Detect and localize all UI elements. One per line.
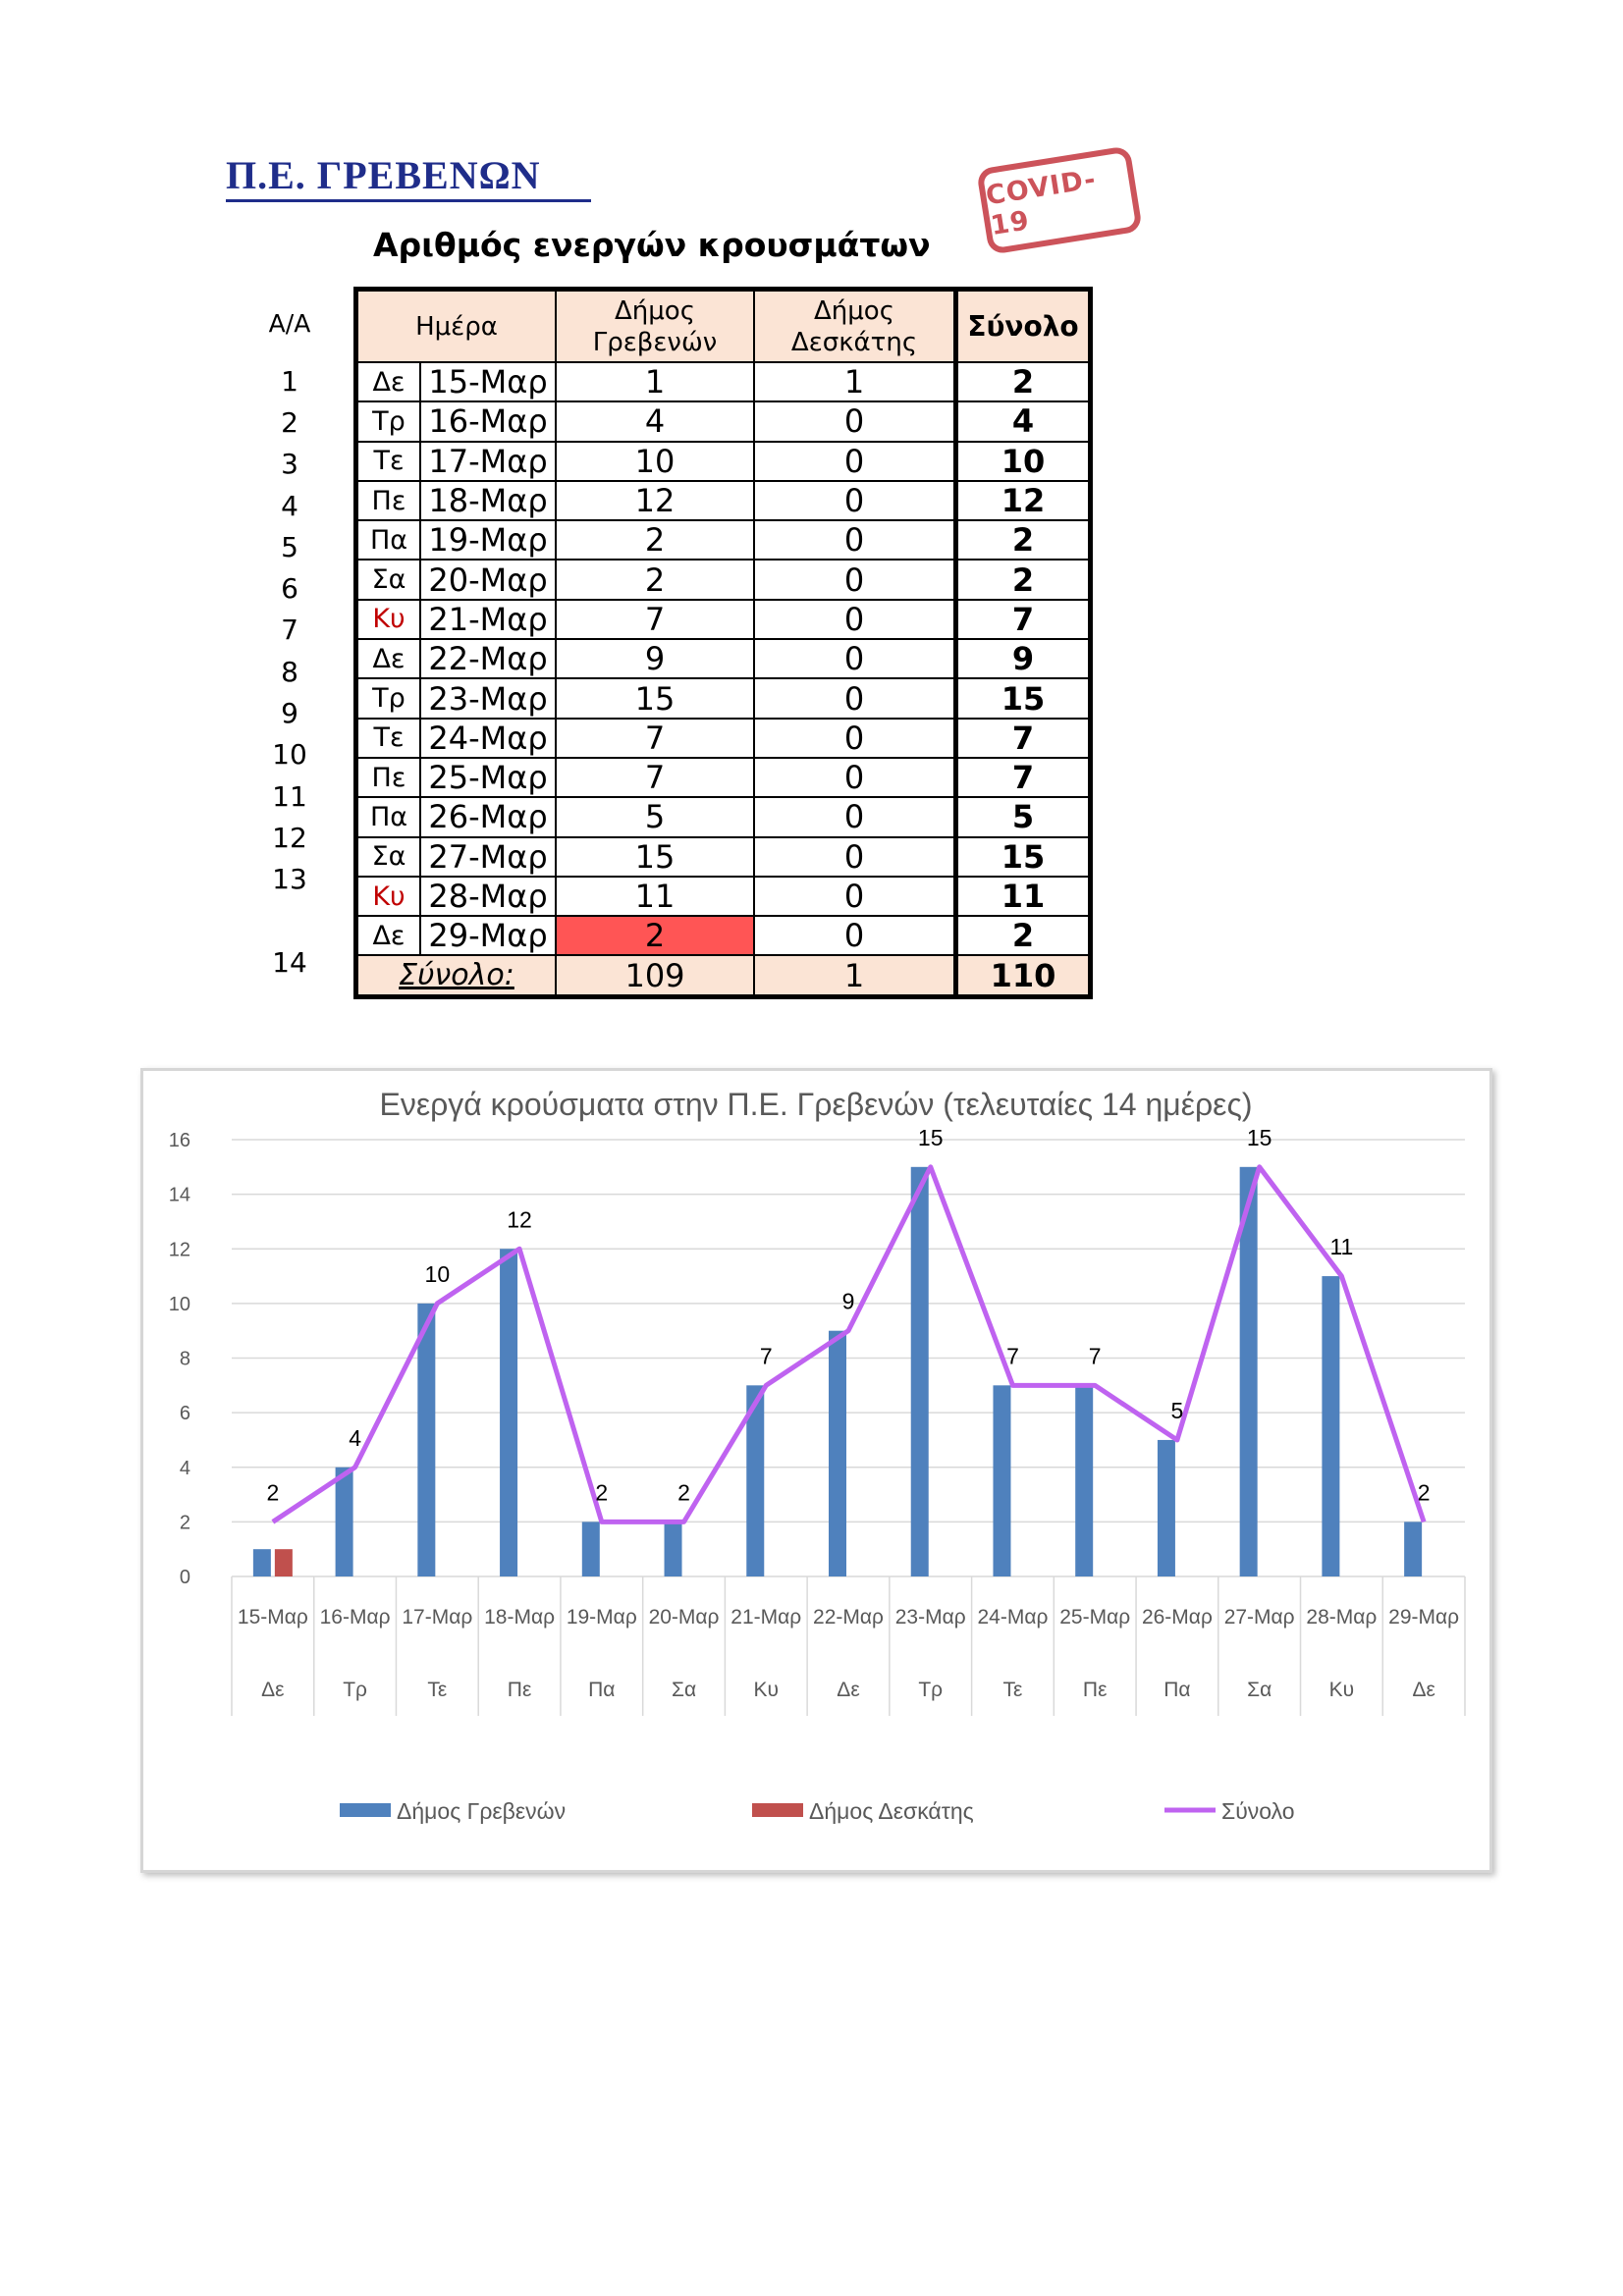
- bar: [1075, 1385, 1093, 1576]
- table-row: [356, 758, 1091, 797]
- bar: [1404, 1522, 1422, 1576]
- date-cell: 28-Μαρ: [420, 877, 556, 916]
- deskati-cell: 0: [754, 758, 956, 797]
- table-row: [356, 719, 1091, 758]
- bar: [665, 1522, 682, 1576]
- weekday-cell: Σα: [356, 837, 421, 877]
- date-cell: 20-Μαρ: [420, 560, 556, 599]
- aa-cell: [250, 900, 329, 941]
- weekday-cell: Σα: [356, 560, 421, 599]
- date-cell: 17-Μαρ: [420, 442, 556, 481]
- data-label: 2: [266, 1479, 280, 1506]
- bar: [911, 1167, 929, 1576]
- bar: [993, 1385, 1010, 1576]
- date-cell: 26-Μαρ: [420, 797, 556, 836]
- aa-cell: 4: [281, 489, 298, 522]
- aa-cell: 13: [272, 863, 307, 896]
- covid-stamp: [976, 145, 1143, 255]
- data-label: 7: [1088, 1343, 1102, 1369]
- grevena-cell: 1: [556, 362, 754, 401]
- table-row: [356, 639, 1091, 678]
- x-weekday-label: Σα: [671, 1679, 697, 1701]
- x-weekday-label: Πε: [1082, 1679, 1108, 1701]
- aa-cell: 5: [281, 530, 298, 563]
- weekday-cell: Δε: [356, 639, 421, 678]
- x-tick-label: 16-Μαρ: [319, 1606, 391, 1629]
- date-cell: 16-Μαρ: [420, 401, 556, 441]
- x-weekday-label: Πα: [588, 1679, 616, 1701]
- total-cell: 4: [956, 401, 1091, 441]
- aa-cell: 11: [272, 779, 307, 813]
- document-subtitle: Αριθμός ενεργών κρουσμάτων: [373, 226, 931, 264]
- weekday-cell: Πα: [356, 797, 421, 836]
- weekday-cell: Κυ: [356, 600, 421, 639]
- data-label: 4: [349, 1424, 361, 1451]
- header-total: Σύνολο: [956, 290, 1091, 363]
- total-cell: 12: [956, 481, 1091, 520]
- bar: [253, 1549, 271, 1576]
- grevena-cell: 2: [556, 916, 754, 955]
- table-total-row: [356, 955, 1091, 996]
- total-cell: 10: [956, 442, 1091, 481]
- date-cell: 29-Μαρ: [420, 916, 556, 955]
- bar: [1158, 1440, 1175, 1576]
- table-header-row: [356, 290, 1091, 363]
- total-label: Σύνολο:: [356, 955, 557, 996]
- data-label: 7: [759, 1343, 773, 1369]
- x-tick-label: 23-Μαρ: [894, 1606, 966, 1629]
- total-cell: 7: [956, 758, 1091, 797]
- legend-label: Δήμος Δεσκάτης: [809, 1798, 974, 1824]
- x-weekday-label: Δε: [837, 1679, 860, 1701]
- chart-title: Ενεργά κρούσματα στην Π.Ε. Γρεβενών (τελευταίες 14 ημέρες): [379, 1087, 1253, 1122]
- total-grevena: 109: [556, 955, 754, 996]
- weekday-cell: Πε: [356, 758, 421, 797]
- x-weekday-label: Κυ: [1328, 1679, 1355, 1701]
- x-tick-label: 25-Μαρ: [1059, 1606, 1131, 1629]
- date-cell: 21-Μαρ: [420, 600, 556, 639]
- y-tick-label: 6: [179, 1403, 190, 1425]
- weekday-cell: Τρ: [356, 401, 421, 441]
- total-cell: 15: [956, 678, 1091, 718]
- data-label: 2: [595, 1479, 609, 1506]
- x-tick-label: 24-Μαρ: [977, 1606, 1049, 1629]
- x-weekday-label: Δε: [261, 1679, 285, 1701]
- weekday-cell: Πε: [356, 481, 421, 520]
- legend-swatch: [752, 1803, 803, 1817]
- grevena-cell: 11: [556, 877, 754, 916]
- cases-chart: [143, 1071, 1489, 1870]
- total-cell: 2: [956, 362, 1091, 401]
- deskati-cell: 0: [754, 442, 956, 481]
- grevena-cell: 12: [556, 481, 754, 520]
- x-weekday-label: Τρ: [918, 1679, 944, 1701]
- weekday-cell: Δε: [356, 362, 421, 401]
- y-tick-label: 14: [168, 1184, 190, 1206]
- total-sum: 110: [956, 955, 1091, 996]
- total-cell: 2: [956, 916, 1091, 955]
- grevena-cell: 9: [556, 639, 754, 678]
- data-label: 2: [1417, 1479, 1431, 1506]
- bar: [1322, 1276, 1339, 1576]
- grevena-cell: 4: [556, 401, 754, 441]
- data-label: 15: [1246, 1124, 1272, 1150]
- bar: [500, 1249, 517, 1576]
- y-tick-label: 10: [168, 1293, 190, 1315]
- y-tick-label: 2: [179, 1512, 190, 1534]
- document-title: Π.Ε. ΓΡΕΒΕΝΩΝ: [226, 153, 541, 197]
- header-deskati: Δήμος Δεσκάτης: [754, 290, 956, 363]
- x-tick-label: 15-Μαρ: [237, 1606, 308, 1629]
- x-weekday-label: Σα: [1247, 1679, 1272, 1701]
- data-label: 12: [507, 1206, 532, 1233]
- weekday-cell: Κυ: [356, 877, 421, 916]
- deskati-cell: 0: [754, 520, 956, 560]
- x-tick-label: 17-Μαρ: [402, 1606, 473, 1629]
- deskati-cell: 0: [754, 916, 956, 955]
- legend-label: Σύνολο: [1221, 1798, 1295, 1824]
- deskati-cell: 0: [754, 481, 956, 520]
- bar: [582, 1522, 600, 1576]
- date-cell: 18-Μαρ: [420, 481, 556, 520]
- table-row: [356, 401, 1091, 441]
- x-weekday-label: Τε: [427, 1679, 448, 1701]
- table-row: [356, 837, 1091, 877]
- total-cell: 7: [956, 719, 1091, 758]
- x-weekday-label: Τρ: [343, 1679, 367, 1701]
- date-cell: 23-Μαρ: [420, 678, 556, 718]
- grevena-cell: 2: [556, 560, 754, 599]
- x-tick-label: 28-Μαρ: [1306, 1606, 1378, 1629]
- grevena-cell: 7: [556, 600, 754, 639]
- deskati-cell: 0: [754, 560, 956, 599]
- total-cell: 11: [956, 877, 1091, 916]
- table-row: [356, 797, 1091, 836]
- weekday-cell: Πα: [356, 520, 421, 560]
- aa-cell: 10: [272, 738, 307, 772]
- cases-table: [353, 287, 1093, 999]
- aa-cell: 2: [281, 405, 298, 439]
- data-label: 2: [677, 1479, 690, 1506]
- grevena-cell: 15: [556, 678, 754, 718]
- data-label: 15: [917, 1124, 944, 1150]
- x-tick-label: 21-Μαρ: [730, 1606, 802, 1629]
- aa-cell: 14: [272, 945, 307, 979]
- total-cell: 7: [956, 600, 1091, 639]
- legend-label: Δήμος Γρεβενών: [397, 1798, 567, 1824]
- deskati-cell: 0: [754, 719, 956, 758]
- aa-cell: 9: [281, 697, 298, 730]
- grevena-cell: 7: [556, 758, 754, 797]
- y-tick-label: 16: [168, 1130, 190, 1151]
- table-row: [356, 520, 1091, 560]
- deskati-cell: 0: [754, 600, 956, 639]
- deskati-cell: 0: [754, 837, 956, 877]
- x-weekday-label: Τε: [1002, 1679, 1023, 1701]
- bar: [336, 1468, 353, 1576]
- y-tick-label: 0: [179, 1567, 190, 1588]
- data-label: 11: [1329, 1234, 1354, 1260]
- deskati-cell: 1: [754, 362, 956, 401]
- aa-cell: 12: [272, 821, 307, 854]
- x-tick-label: 19-Μαρ: [566, 1606, 637, 1629]
- total-cell: 5: [956, 797, 1091, 836]
- title-underline: [226, 199, 591, 202]
- y-tick-label: 8: [179, 1348, 190, 1370]
- total-cell: 15: [956, 837, 1091, 877]
- total-cell: 2: [956, 560, 1091, 599]
- weekday-cell: Τρ: [356, 678, 421, 718]
- table-row: [356, 877, 1091, 916]
- x-tick-label: 18-Μαρ: [484, 1606, 556, 1629]
- chart-container: [140, 1068, 1492, 1873]
- aa-cell: 1: [281, 364, 298, 398]
- date-cell: 27-Μαρ: [420, 837, 556, 877]
- aa-header: Α/Α: [268, 309, 311, 338]
- table-row: [356, 362, 1091, 401]
- bar: [829, 1331, 846, 1576]
- header-grevena: Δήμος Γρεβενών: [556, 290, 754, 363]
- aa-column: [250, 287, 329, 983]
- deskati-cell: 0: [754, 797, 956, 836]
- deskati-cell: 0: [754, 401, 956, 441]
- table-row: [356, 916, 1091, 955]
- table-row: [356, 481, 1091, 520]
- deskati-cell: 0: [754, 678, 956, 718]
- legend-swatch: [340, 1803, 391, 1817]
- weekday-cell: Τε: [356, 719, 421, 758]
- date-cell: 19-Μαρ: [420, 520, 556, 560]
- x-tick-label: 27-Μαρ: [1223, 1606, 1295, 1629]
- aa-cell: 7: [281, 614, 298, 647]
- grevena-cell: 2: [556, 520, 754, 560]
- date-cell: 24-Μαρ: [420, 719, 556, 758]
- header-day: Ημέρα: [356, 290, 557, 363]
- date-cell: 15-Μαρ: [420, 362, 556, 401]
- aa-cell: 8: [281, 655, 298, 688]
- bar: [417, 1304, 435, 1576]
- total-cell: 9: [956, 639, 1091, 678]
- grevena-cell: 5: [556, 797, 754, 836]
- data-label: 9: [841, 1288, 855, 1314]
- data-label: 10: [424, 1260, 451, 1287]
- date-cell: 25-Μαρ: [420, 758, 556, 797]
- x-tick-label: 22-Μαρ: [813, 1606, 884, 1629]
- weekday-cell: Δε: [356, 916, 421, 955]
- total-deskati: 1: [754, 955, 956, 996]
- x-weekday-label: Δε: [1412, 1679, 1435, 1701]
- total-cell: 2: [956, 520, 1091, 560]
- grevena-cell: 7: [556, 719, 754, 758]
- date-cell: 22-Μαρ: [420, 639, 556, 678]
- aa-cell: 6: [281, 572, 298, 606]
- data-label: 7: [1006, 1343, 1019, 1369]
- table-row: [356, 560, 1091, 599]
- bar: [275, 1549, 293, 1576]
- weekday-cell: Τε: [356, 442, 421, 481]
- y-tick-label: 4: [179, 1457, 190, 1479]
- y-tick-label: 12: [168, 1239, 190, 1261]
- x-weekday-label: Πε: [507, 1679, 532, 1701]
- x-tick-label: 29-Μαρ: [1388, 1606, 1460, 1629]
- x-weekday-label: Πα: [1163, 1679, 1191, 1701]
- covid-stamp-text: COVID-19: [984, 164, 1099, 242]
- table-row: [356, 600, 1091, 639]
- aa-cell: 3: [281, 448, 298, 481]
- grevena-cell: 15: [556, 837, 754, 877]
- table-row: [356, 678, 1091, 718]
- x-weekday-label: Κυ: [753, 1679, 780, 1701]
- grevena-cell: 10: [556, 442, 754, 481]
- table-row: [356, 442, 1091, 481]
- deskati-cell: 0: [754, 877, 956, 916]
- deskati-cell: 0: [754, 639, 956, 678]
- data-label: 5: [1170, 1397, 1184, 1423]
- x-tick-label: 26-Μαρ: [1141, 1606, 1213, 1629]
- x-tick-label: 20-Μαρ: [648, 1606, 720, 1629]
